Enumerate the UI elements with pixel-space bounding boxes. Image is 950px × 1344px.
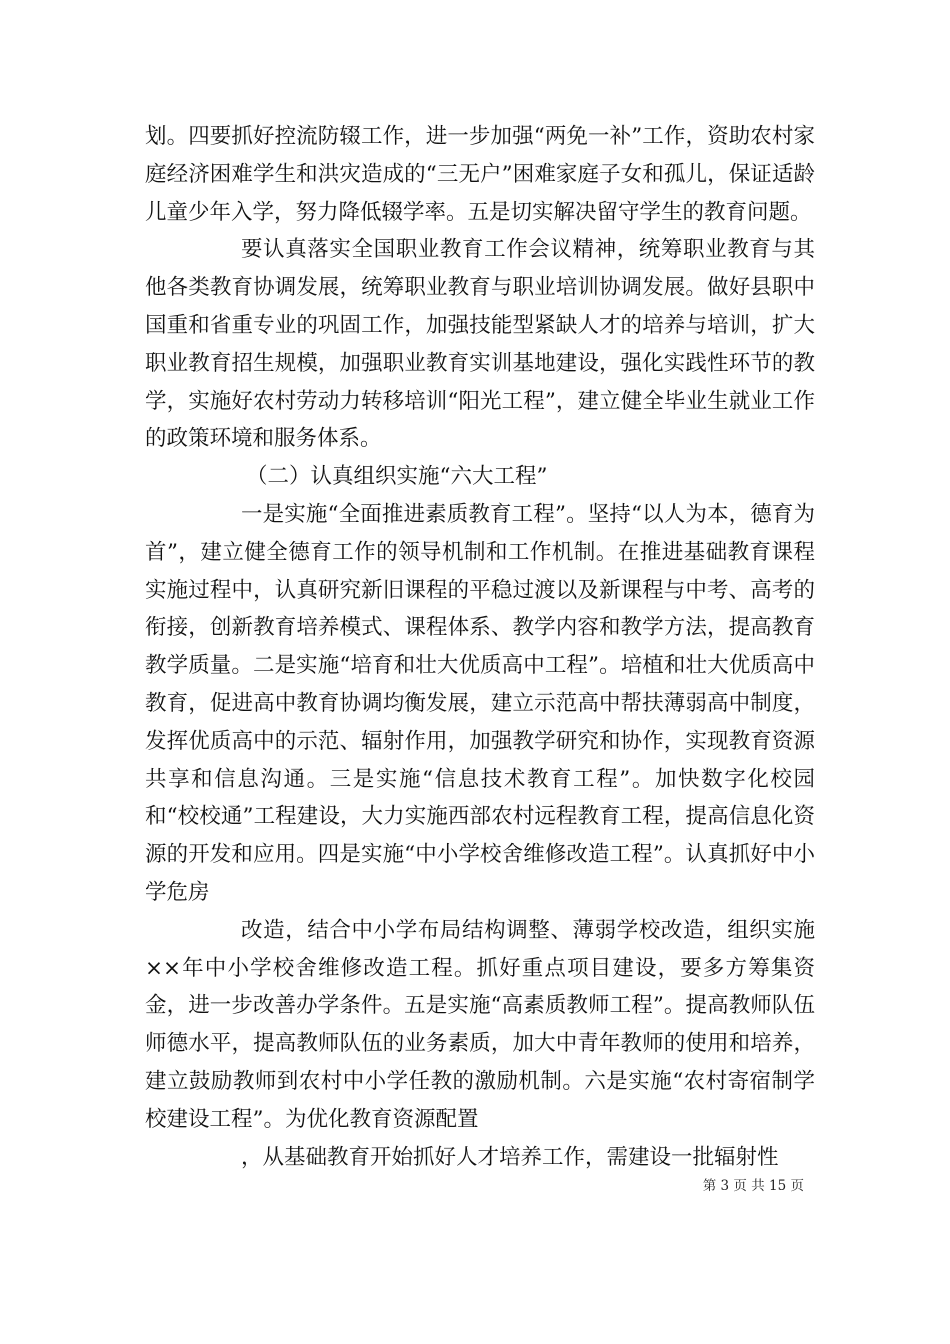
page-number-footer: 第 3 页 共 15 页 [702, 1178, 804, 1194]
paragraph-talent-training: ，从基础教育开始抓好人才培养工作，需建设一批辐射性 [241, 1144, 779, 1170]
paragraph-continuation: 划。四要抓好控流防辍工作，进一步加强“两免一补”工作，资助农村家庭经济困难学生和洪灾造成的“三无户”困难家庭子女和孤儿，保证适龄儿童少年入学，努力降低辍学率。五是切实解决留守学生的教育问题。 [145, 124, 815, 225]
paragraph-vocational-education: 要认真落实全国职业教育工作会议精神，统筹职业教育与其他各类教育协调发展，统筹职业教育与职业培训协调发展。做好县职中国重和省重专业的巩固工作，加强技能型紧缺人才的培养与培训，扩大职业教育招生规模，加强职业教育实训基地建设，强化实践性环节的教学，实施好农村劳动力转移培训“阳光工程”，建立健全毕业生就业工作的政策环境和服务体系。 [145, 237, 815, 452]
paragraph-six-projects: 一是实施“全面推进素质教育工程”。坚持“以人为本，德育为首”，建立健全德育工作的领导机制和工作机制。在推进基础教育课程实施过程中，认真研究新旧课程的平稳过渡以及新课程与中考、高考的衔接，创新教育培养模式、课程体系、教学内容和教学方法，提高教育教学质量。二是实施“培育和壮大优质高中工程”。培植和壮大优质高中教育，促进高中教育协调均衡发展，建立示范高中帮扶薄弱高中制度，发挥优质高中的示范、辐射作用，加强教学研究和协作，实现教育资源共享和信息沟通。三是实施“信息技术教育工程”。加快数字化校园和“校校通”工程建设，大力实施西部农村远程教育工程，提高信息化资源的开发和应用。四是实施“中小学校舍维修改造工程”。认真抓好中小学危房 [145, 501, 815, 905]
document-body [145, 118, 815, 1176]
paragraph-renovation: 改造，结合中小学布局结构调整、薄弱学校改造，组织实施××年中小学校舍维修改造工程。抓好重点项目建设，要多方筹集资金，进一步改善办学条件。五是实施“高素质教师工程”。提高教师队伍师德水平，提高教师队伍的业务素质，加大中青年教师的使用和培养，建立鼓励教师到农村中小学任教的激励机制。六是实施“农村寄宿制学校建设工程”。为优化教育资源配置 [145, 917, 815, 1132]
section-heading: （二）认真组织实施“六大工程” [246, 464, 548, 490]
